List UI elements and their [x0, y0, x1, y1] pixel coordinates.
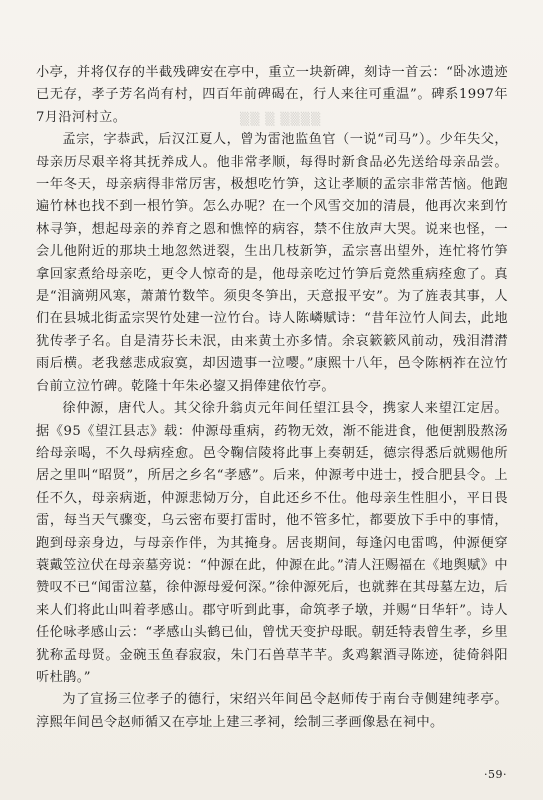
bleed-through-text: ▒▒ ▒ ▒▒▒▒ [240, 112, 322, 126]
paragraph-2: 孟宗，字恭武，后汉江夏人，曾为雷池监鱼官（一说“司马”）。少年失父，母亲历尽艰辛将其抚养成人。他非常孝顺，每得时新食品必先送给母亲品尝。一年冬天，母亲病得非常厉害，极想吃竹笋，这让孝顺的孟宗非常苦恼。他跑遍竹林也找不到一根竹笋。怎么办呢？在一个风雪交加的清晨，他再次来到竹林寻笋，想起母亲的养育之恩和憔悴的病容，禁不住放声大哭。说来也怪，一会儿他附近的那块土地忽然迸裂，生出几枝新笋，孟宗喜出望外，连忙将竹笋拿回家煮给母亲吃，更令人惊奇的是，他母亲吃过竹笋后竟然重病痊愈了。真是“泪滴朔风寒，萧萧竹数竿。须臾冬笋出，天意报平安”。为了旌表其事，人们在县城北街孟宗哭竹处建一泣竹台。诗人陈嶙赋诗：“昔年泣竹人间去，此地犹传孝子名。自是清芬长未泯，由来黄土亦多情。余哀簌簌风前动，残泪潸潸雨后横。老我慈悲成寂寞，却因遗事一泣嘤。”康熙十八年，邑令陈柄祚在泣竹台前立泣竹碑。乾隆十年朱必鋆又捐俸建依竹亭。 [36, 132, 508, 394]
page-number: ·59· [484, 768, 507, 781]
paragraph-4: 为了宣扬三位孝子的德行，宋绍兴年间邑令赵师传于南台寺侧建纯孝亭。淳熙年间邑令赵师循又在亭址上建三孝祠，绘制三孝画像悬在祠中。 [36, 692, 508, 730]
paragraph-3: 徐仲源，唐代人。其父徐升翁贞元年间任望江县令，携家人来望江定居。据《95《望江县志》载：仲源母重病，药物无效，渐不能进食，他便割股熬汤给母亲喝，不久母病痊愈。邑令鞠信陵将此事上奏朝廷，德宗得悉后就赐他所居之里叫“昭贤”，所居之乡名“孝感”。后来，仲源考中进士，授合肥县令。上任不久，母亲病逝，仲源悲恸万分，自此还乡不仕。他母亲生性胆小，平日畏雷，每当天气骤变，乌云密布要打雷时，他不管多忙，都要放下手中的事情，跑到母亲身边，与母亲作伴，为其掩身。居丧期间，每逢闪电雷鸣，仲源便穿蓑戴笠泣伏在母亲墓旁说：“仲源在此，仲源在此。”清人汪赐福在《地舆赋》中赞叹不已“闻雷泣墓，徐仲源母爱何深。”徐仲源死后，也就葬在其母墓左边，后来人们将此山叫着孝感山。郡守听到此事，命筑孝子墩，并赐“日华轩”。诗人任伦咏孝感山云：“孝感山头鹤已仙，曾忧天变护母眠。朝廷特表曾生孝，乡里犹称孟母贤。金碗玉鱼春寂寂，朱门石兽草芊芊。炙鸡絮酒寻陈迹，徒倚斜阳听杜鹃。” [36, 401, 508, 685]
article-body [36, 62, 508, 734]
paragraph-1: 小亭，并将仅存的半截残碑安在亭中，重立一块新碑，刻诗一首云：“卧冰遗迹已无存，孝子芳名尚有村，四百年前碑碣在，行人来往可重温”。碑系1997年7月沿河村立。 [36, 65, 508, 125]
